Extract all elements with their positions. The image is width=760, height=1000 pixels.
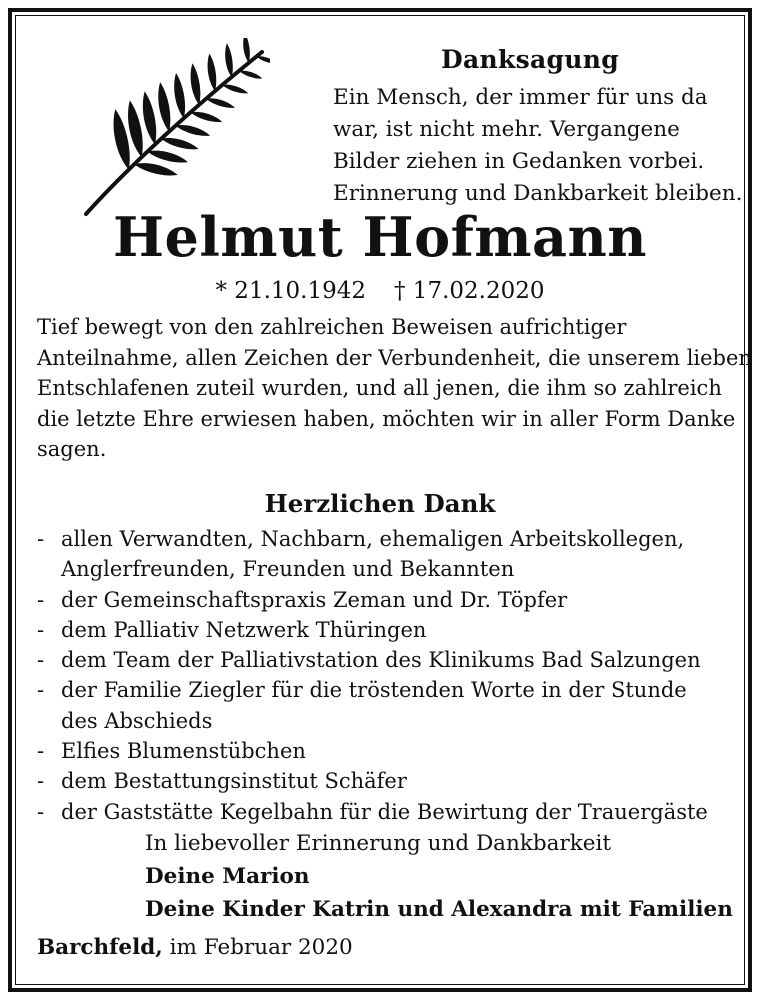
list-item-text: allen Verwandten, Nachbarn, ehemaligen Arbeitskollegen, [61,527,685,551]
leaf-shape [155,81,174,132]
leaf-shape [133,159,178,178]
list-dash: - [37,678,45,703]
list-item-text: dem Team der Palliativstation des Klinikums Bad Salzungen [61,648,701,673]
closing-block [145,827,733,926]
signer-marion: Deine Marion [145,864,310,889]
poem-line: Bilder ziehen in Gedanken vorbei. [333,149,705,174]
list-item-text: des Abschieds [61,708,213,733]
list-item-text: der Familie Ziegler für die tröstenden Worte in der Stunde [61,678,687,703]
thanks-list [37,524,737,827]
list-item-text: Anglerfreunden, Freunden und Bekannten [61,557,515,582]
leaf-shape [146,147,189,166]
leaf-shape [205,53,218,92]
herzlichen-dank-heading: Herzlichen Dank [264,489,496,518]
list-item-text: Elfies Blumenstübchen [61,739,306,764]
list-item [37,585,737,615]
intro-line: die letzte Ehre erwiesen haben, möchten wir in aller Form Danke [37,406,736,431]
signer-children: Deine Kinder Katrin und Alexandra mit Familien [145,897,733,922]
list-dash: - [37,617,45,642]
closing-line: In liebevoller Erinnerung und Dankbarkeit [145,831,611,856]
leaf-shape [171,72,188,119]
poem-line: Erinnerung und Dankbarkeit bleiben. [333,181,743,206]
place-town: Barchfeld, [37,935,163,960]
list-dash: - [37,769,45,794]
leaf-shape [160,135,200,153]
birth-date: * 21.10.1942 [215,278,366,304]
death-date: † 17.02.2020 [394,278,545,304]
place-month: im Februar 2020 [169,935,353,960]
list-item-text: der Gaststätte Kegelbahn für die Bewirtung der Trauergäste [61,799,708,824]
danksagung-heading: Danksagung [441,45,619,74]
list-item [37,797,737,827]
list-dash: - [37,527,45,551]
list-item-text: dem Bestattungsinstitut Schäfer [61,769,407,794]
life-dates [0,276,760,306]
list-dash: - [37,739,45,764]
list-dash: - [37,799,45,824]
intro-line: Entschlafenen zuteil wurden, und all jenen, die ihm so zahlreich [37,376,722,400]
poem-line: war, ist nicht mehr. Vergangene [333,117,680,142]
intro-paragraph [37,312,752,465]
list-item-text: der Gemeinschaftspraxis Zeman und Dr. Töpfer [61,587,568,612]
place-date [37,933,353,963]
poem [333,82,742,210]
list-item [37,766,737,796]
list-item [37,675,737,736]
list-item [37,615,737,645]
leaf-shape [188,63,203,106]
palm-branch-icon [80,38,270,218]
list-item [37,736,737,766]
intro-line: Anteilnahme, allen Zeichen der Verbundenheit, die unserem lieben [37,345,752,370]
intro-line: Tief bewegt von den zahlreichen Beweisen aufrichtiger [37,315,627,339]
list-item [37,645,737,675]
list-item [37,524,737,585]
list-dash: - [37,648,45,673]
poem-line: Ein Mensch, der immer für uns da [333,85,708,110]
list-dash: - [37,587,45,612]
list-item-text: dem Palliativ Netzwerk Thüringen [61,617,427,642]
intro-line: sagen. [37,437,107,461]
leaf-shape [175,122,212,139]
deceased-name: Helmut Hofmann [113,205,647,269]
leaf-shape [223,43,234,78]
